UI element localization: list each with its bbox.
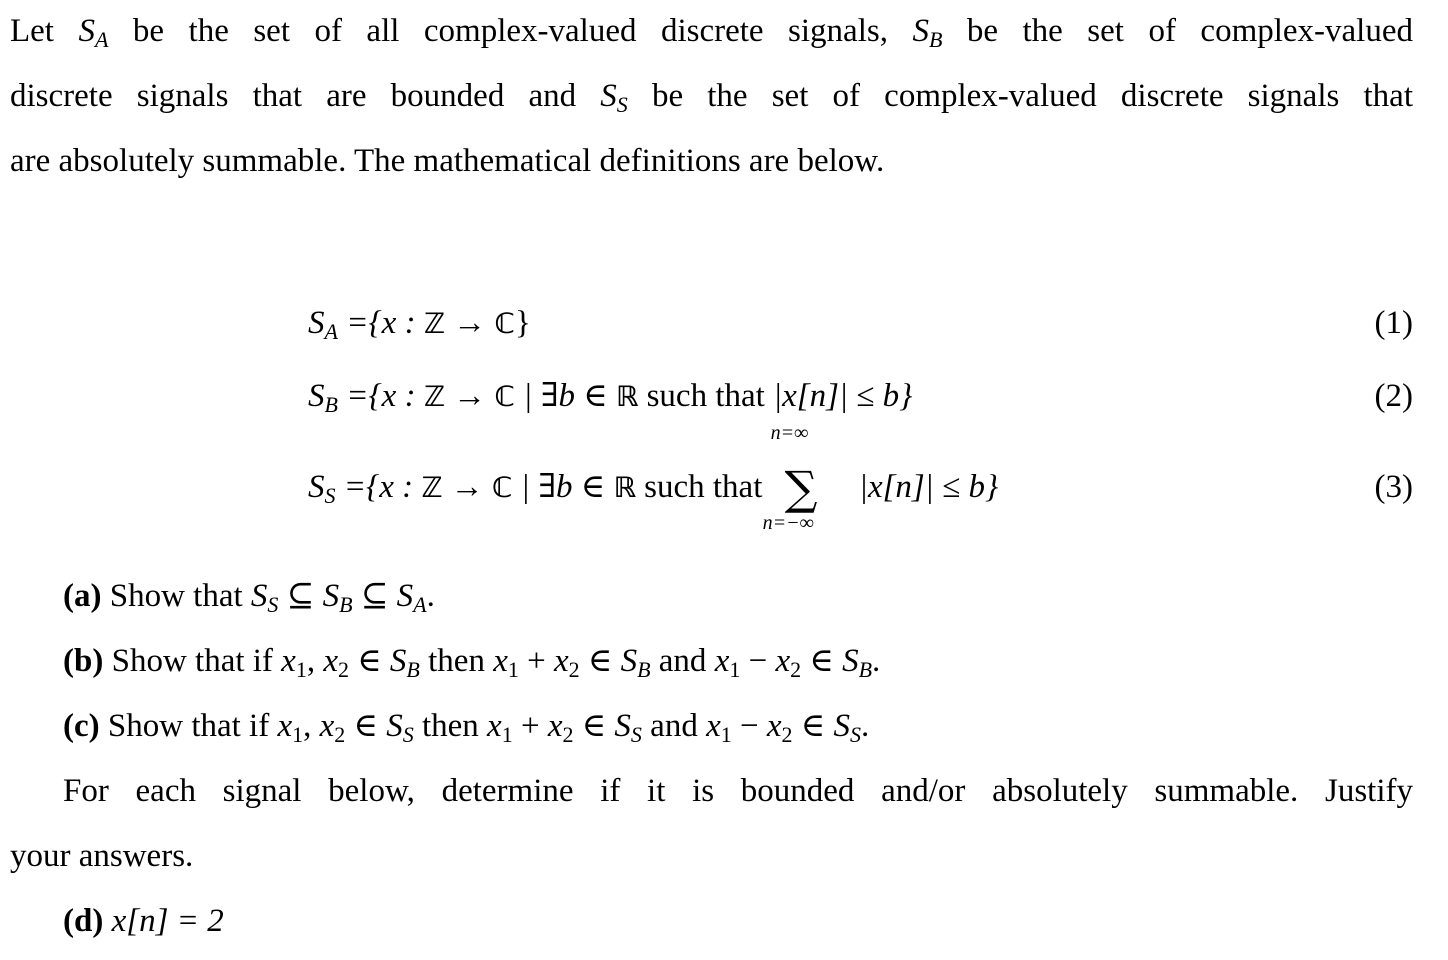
intro-line-3: are absolutely summable. The mathematical definitions are below.: [10, 143, 885, 179]
summation: [762, 422, 851, 534]
equation-3-number: (3): [1374, 469, 1413, 505]
instruction-line-2: your answers.: [10, 838, 194, 874]
sum-lower-limit: n=−∞: [762, 512, 814, 534]
sum-upper-limit: n=∞: [770, 422, 809, 444]
equation-1: $S_A =\{x$ : ℤ → ℂ}: [308, 305, 531, 344]
intro-text: Let: [10, 13, 54, 49]
equation-1-number: (1): [1374, 305, 1413, 341]
part-c-label: (c): [63, 708, 100, 744]
part-b-label: (b): [63, 643, 104, 679]
part-d-label: (d): [63, 903, 104, 939]
intro-text: discrete signals that are bounded and: [10, 78, 577, 114]
part-d-expression: x[n] = 2: [111, 903, 224, 939]
sigma-icon: ∑: [784, 461, 818, 515]
equation-3: $S_S =\{x$ : ℤ → ℂ | ∃b ∈ ℝ such that n=∞ ∑ n=−∞ |x[n]| ≤ b}: [308, 422, 999, 534]
part-a: (a) Show that $S_S$ ⊆ $S_B$ ⊆ $S_A$.: [63, 578, 435, 617]
intro-text: be the set of complex-valued discrete signals that: [651, 78, 1413, 114]
part-a-label: (a): [63, 578, 102, 614]
part-d: [63, 905, 224, 938]
equation-2: $S_B =\{x$ : ℤ → ℂ | ∃b ∈ ℝ such that |x[n]| ≤ b}: [308, 378, 913, 417]
intro-line-1: Let $S_A$ be the set of all complex-valued discrete signals, $S_B$ be the set of complex-valued: [10, 13, 1413, 52]
intro-text: be the set of all complex-valued discrete signals,: [132, 13, 888, 49]
intro-line-2: discrete signals that are bounded and $S_S$ be the set of complex-valued discrete signals that: [10, 78, 1413, 117]
equation-2-number: (2): [1374, 378, 1413, 414]
instruction-line-1: For each signal below, determine if it is bounded and/or absolutely summable. Justify: [63, 773, 1413, 809]
part-c: (c) Show that if $x_1$, $x_2$ ∈ $S_S$ then $x_1 + x_2$ ∈ $S_S$ and $x_1 - x_2$ ∈ $S_S$.: [63, 708, 870, 747]
intro-text: be the set of complex-valued: [966, 13, 1413, 49]
part-b: (b) Show that if $x_1$, $x_2$ ∈ $S_B$ then $x_1 + x_2$ ∈ $S_B$ and $x_1 - x_2$ ∈ $S_B$.: [63, 643, 881, 682]
